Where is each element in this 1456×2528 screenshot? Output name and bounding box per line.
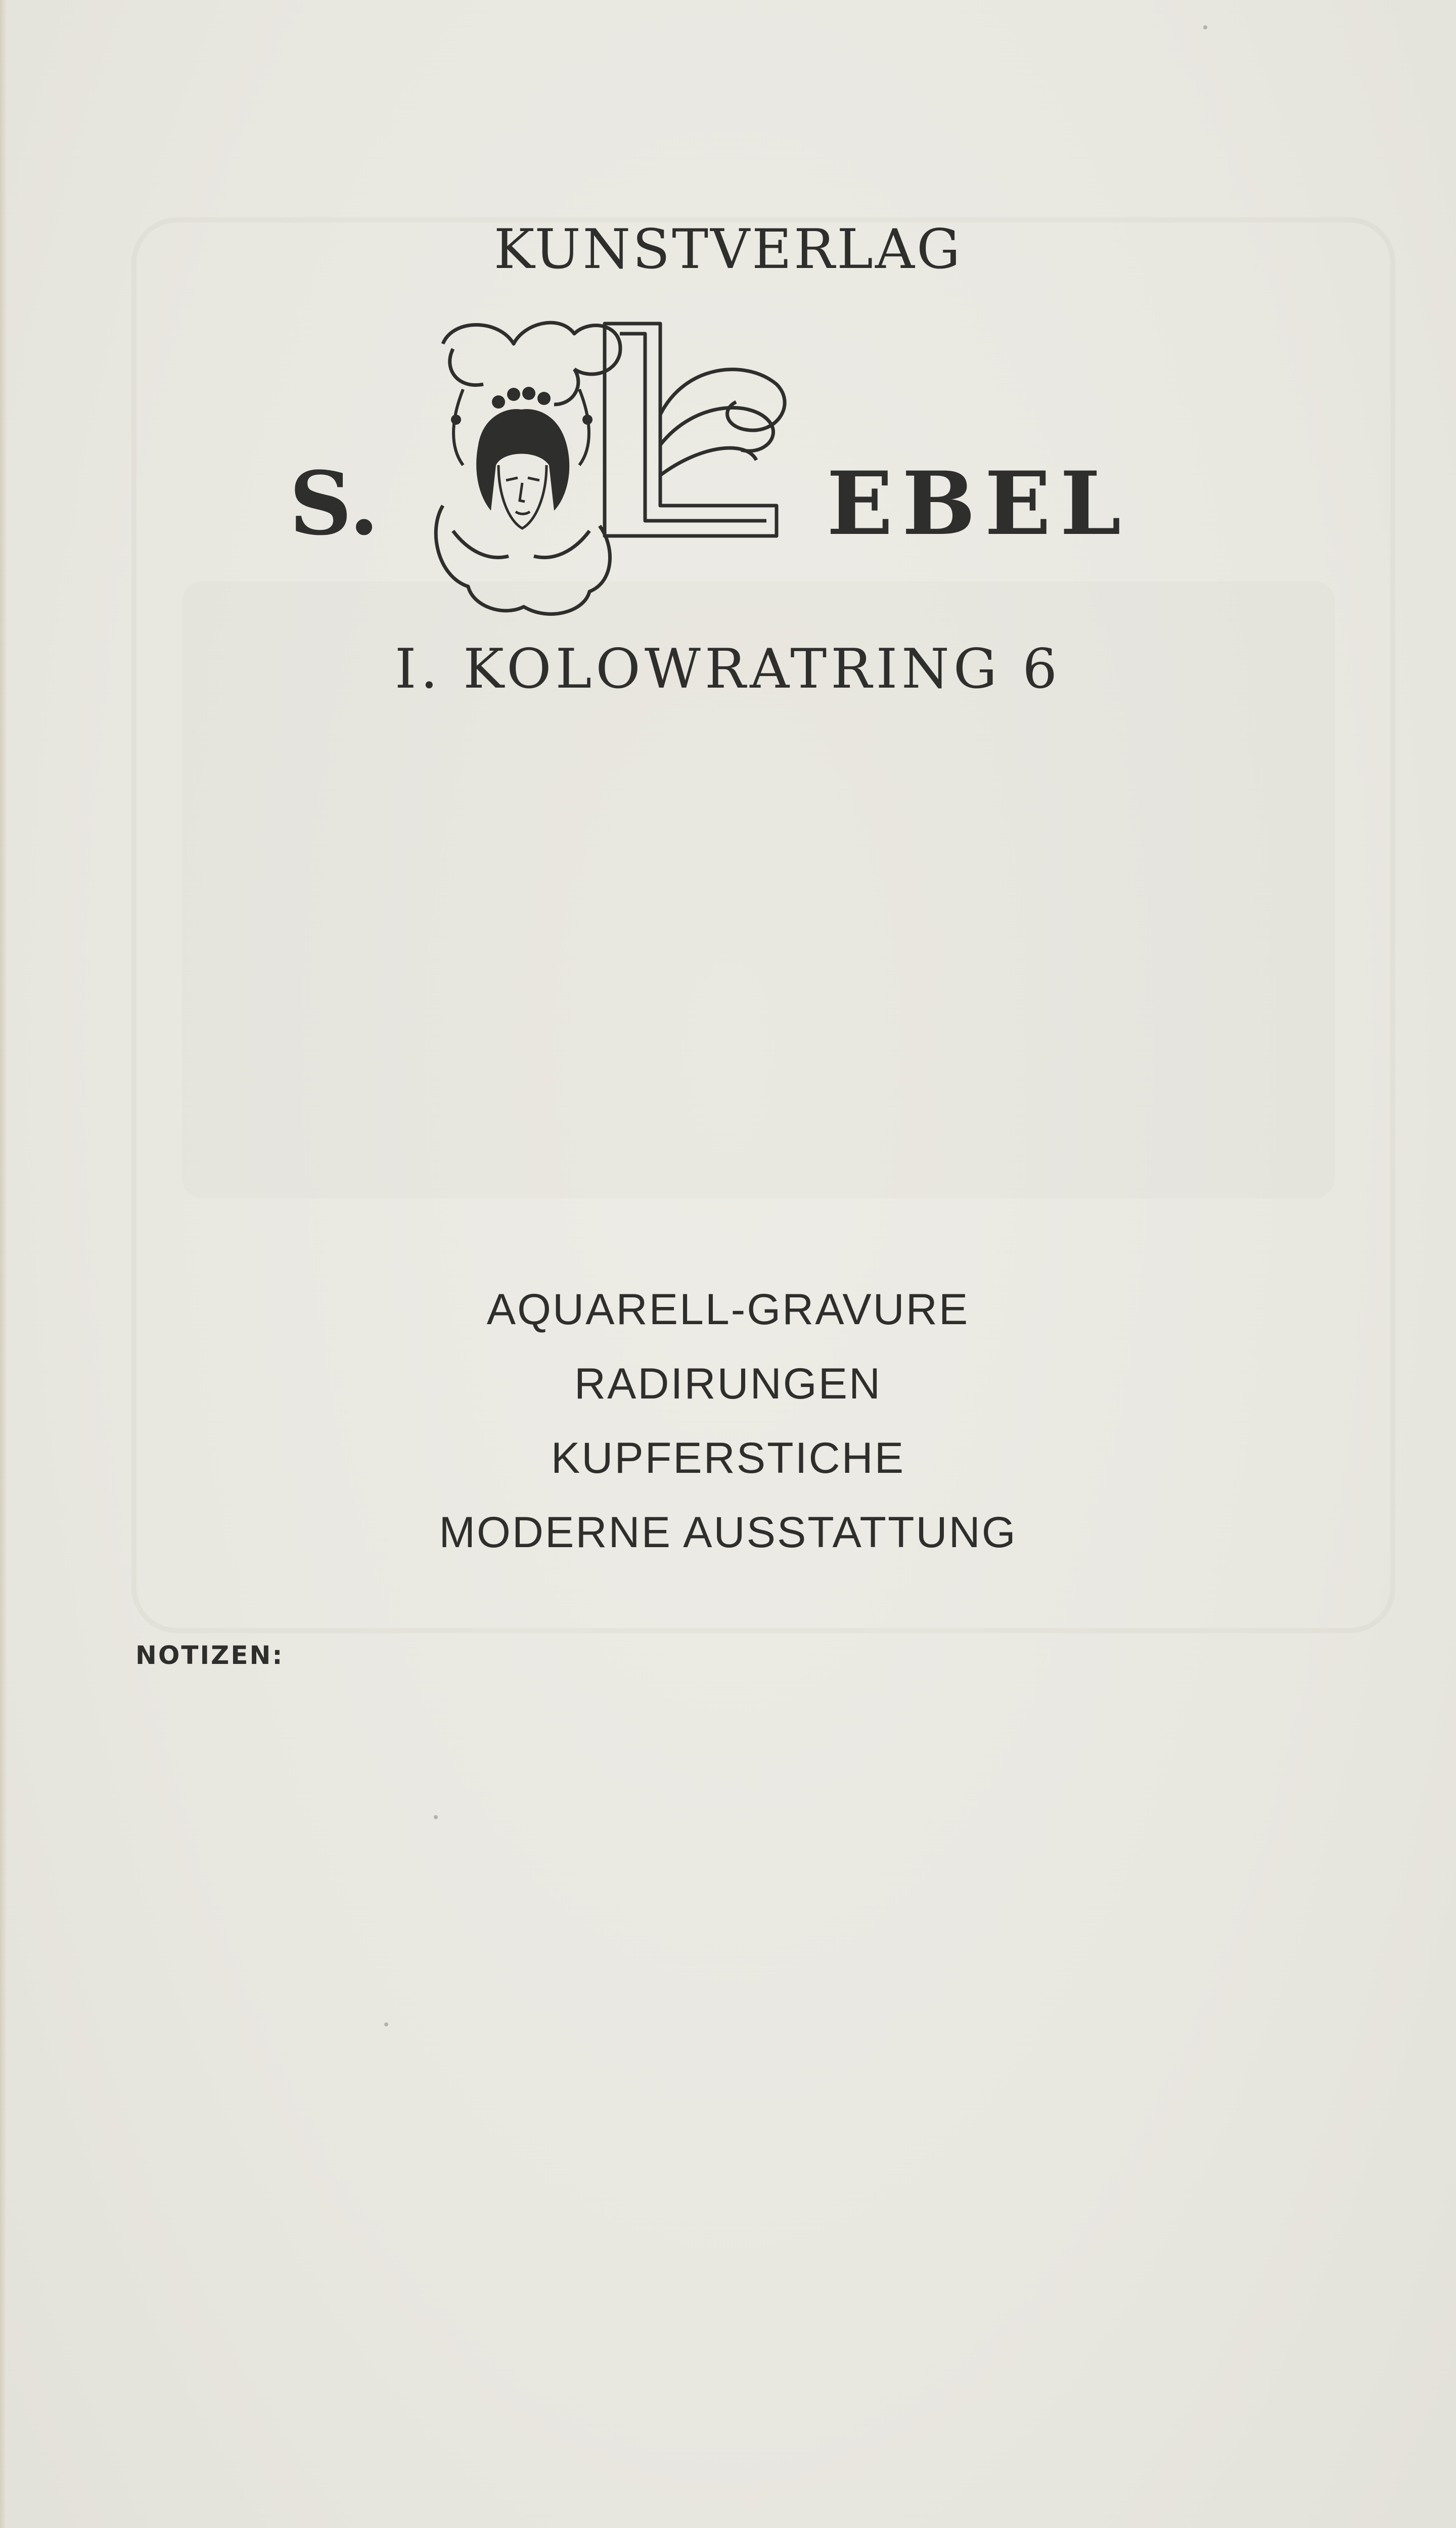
service-item: AQUARELL-GRAVURE <box>486 1285 970 1334</box>
address-line: I. KOLOWRATRING 6 <box>394 638 1062 701</box>
publisher-label: KUNSTVERLAG <box>493 218 963 281</box>
art-nouveau-monogram-icon <box>423 313 807 627</box>
service-item: RADIRUNGEN <box>574 1360 882 1408</box>
notes-label: NOTIZEN: <box>135 1641 284 1670</box>
firm-name-row <box>0 313 1456 627</box>
firm-initial: S. <box>289 452 379 555</box>
service-item: MODERNE AUSSTATTUNG <box>439 1508 1017 1557</box>
firm-name-rest: EBEL <box>827 452 1130 555</box>
paper-speck <box>434 1815 438 1819</box>
paper-speck <box>1203 25 1207 29</box>
services-list <box>0 1284 1456 1582</box>
paper-speck <box>384 2022 388 2026</box>
service-item: KUPFERSTICHE <box>551 1434 905 1482</box>
